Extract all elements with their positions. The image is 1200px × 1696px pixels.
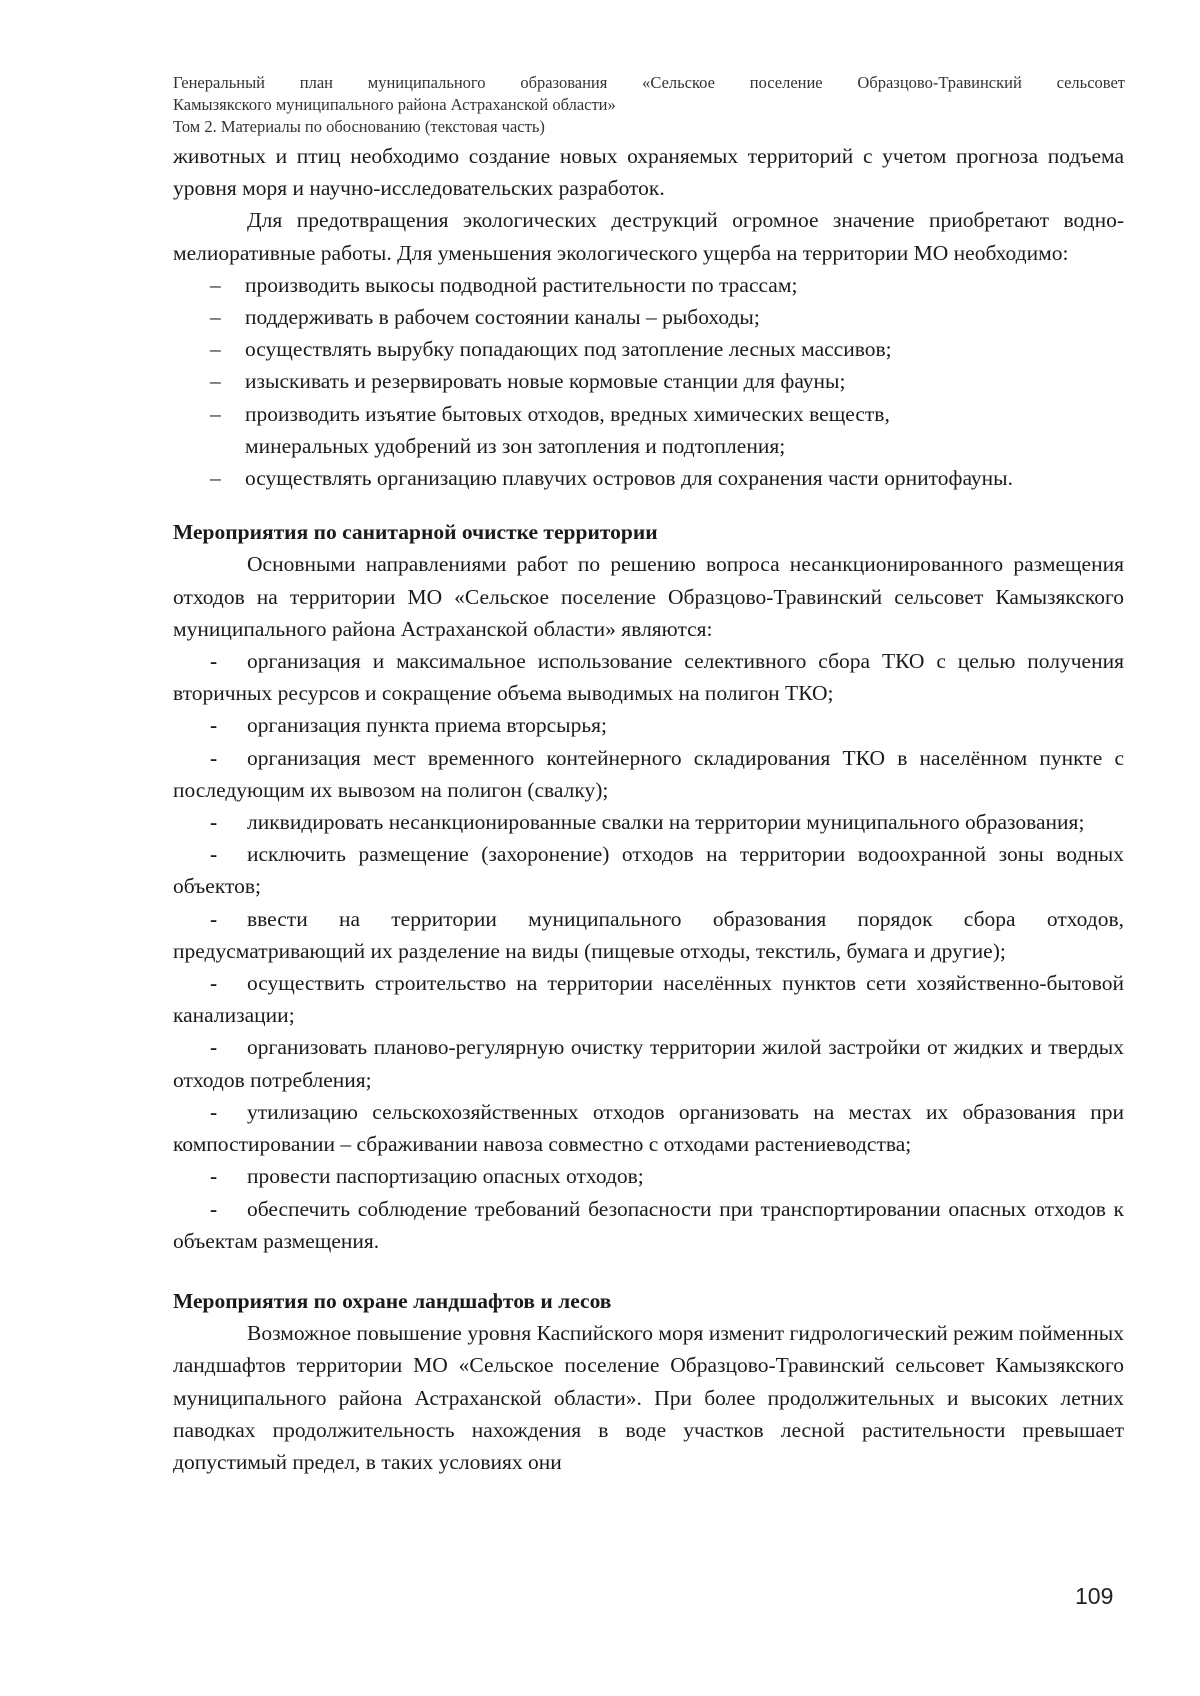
section-heading-sanitary: Мероприятия по санитарной очистке территории (173, 520, 658, 545)
intro-paragraph-2: Для предотвращения экологических деструкций огромное значение приобретают водно-мелиоративные работы. Для уменьшения экологического ущерба на территории МО необходимо: (173, 208, 1124, 265)
list-item-text: поддерживать в рабочем состоянии каналы – рыбоходы; (245, 305, 760, 330)
list-item-text: производить изъятие бытовых отходов, вредных химических веществ, минеральных удобрений из зон затопления и подтопления; (245, 401, 890, 458)
list-item-text: ликвидировать несанкционированные свалки на территории муниципального образования; (247, 810, 1085, 835)
list-dash: – (210, 272, 221, 297)
list-item-text: изыскивать и резервировать новые кормовые станции для фауны; (245, 369, 846, 394)
list-item (173, 1193, 1124, 1257)
list-item-text: утилизацию сельскохозяйственных отходов организовать на местах их образования при компостировании – сбраживании навоза совместно с отходами растениеводства; (173, 1099, 1124, 1157)
list-item-text: исключить размещение (захоронение) отходов на территории водоохранной зоны водных объектов; (173, 842, 1124, 899)
list-item-text: провести паспортизацию опасных отходов; (247, 1164, 644, 1189)
list-item (173, 333, 1124, 365)
list-item-text: ввести на территории муниципального образования порядок сбора отходов, предусматривающий их разделение на виды (пищевые отходы, текстиль, бумага и другие); (173, 906, 1124, 963)
section-spacer (173, 494, 1124, 516)
list-dash: – (210, 369, 221, 394)
list-item (173, 269, 1124, 301)
landscape-paragraph: Возможное повышение уровня Каспийского моря изменит гидрологический режим пойменных ландшафтов территории МО «Сельское поселение Образцово-Травинский сельсовет Камызякского муниципального района Астраханской области». При более продолжительных и высоких летних паводках продолжительность нахождения в воде участков лесной растительности превышает допустимый предел, в таких условиях они (173, 1321, 1124, 1474)
list-dash: - (210, 971, 218, 996)
list-dash: – (210, 337, 221, 362)
list-dash: - (210, 1196, 218, 1221)
list-item (173, 1031, 1124, 1095)
list-item-text: осуществлять вырубку попадающих под затопление лесных массивов; (245, 337, 892, 362)
list-dash: – (210, 466, 221, 491)
list-item-text: производить выкосы подводной растительности по трассам; (245, 272, 798, 297)
list-item (173, 645, 1124, 709)
list-item-text: обеспечить соблюдение требований безопасности при транспортировании опасных отходов к объектам размещения. (173, 1196, 1124, 1253)
section-heading-landscape: Мероприятия по охране ландшафтов и лесов (173, 1288, 612, 1313)
list-item (173, 365, 1124, 397)
list-item (173, 462, 1124, 494)
list-item (173, 838, 1124, 902)
sanitary-paragraph: Основными направлениями работ по решению вопроса несанкционированного размещения отходов на территории МО «Сельское поселение Образцово-Травинский сельсовет Камызякского муниципального района Астраханской области» являются: (173, 552, 1124, 641)
running-header (173, 72, 1125, 138)
list-item-text: организация мест временного контейнерного складирования ТКО в населённом пункте с последующим их вывозом на полигон (свалку); (173, 745, 1124, 802)
list-item (173, 1096, 1124, 1160)
section-spacer (173, 1257, 1124, 1285)
list-dash: - (210, 1035, 218, 1060)
list-dash: – (210, 401, 221, 426)
list-item-text: осуществлять организацию плавучих островов для сохранения части орнитофауны. (245, 466, 1014, 491)
header-line-3: Том 2. Материалы по обоснованию (текстовая часть) (173, 117, 545, 136)
list-dash: – (210, 305, 221, 330)
list-item-text: организация и максимальное использование селективного сбора ТКО с целью получения вторичных ресурсов и сокращение объема выводимых на полигон ТКО; (173, 649, 1124, 706)
header-line-1: Генеральный план муниципального образования «Сельское поселение Образцово-Травинский сельсовет (173, 73, 1125, 92)
list-item (173, 967, 1124, 1031)
list-item (173, 301, 1124, 333)
list-dash: - (210, 745, 218, 770)
list-dash: - (210, 906, 218, 931)
list-dash: - (210, 1164, 218, 1189)
list-item (173, 806, 1124, 838)
list-dash: - (210, 1099, 218, 1124)
list-dash: - (210, 842, 218, 867)
list-item-text: осуществить строительство на территории населённых пунктов сети хозяйственно-бытовой канализации; (173, 971, 1124, 1028)
page-body (173, 140, 1124, 1478)
header-line-2: Камызякского муниципального района Астраханской области» (173, 95, 616, 114)
list-item (173, 903, 1124, 967)
page-number: 109 (1075, 1583, 1114, 1609)
list-item-text: организовать планово-регулярную очистку территории жилой застройки от жидких и твердых отходов потребления; (173, 1035, 1124, 1092)
list-item (173, 742, 1124, 806)
list-item (173, 1160, 1124, 1192)
intro-paragraph-1: животных и птиц необходимо создание новых охраняемых территорий с учетом прогноза подъема уровня моря и научно-исследовательских разработок. (173, 144, 1124, 201)
sanitary-list (173, 645, 1124, 1257)
intro-list (173, 269, 1124, 494)
list-dash: - (210, 810, 218, 835)
list-item (173, 398, 1124, 462)
list-item (173, 709, 1124, 741)
list-dash: - (210, 713, 218, 738)
list-dash: - (210, 649, 218, 674)
list-item-text: организация пункта приема вторсырья; (247, 713, 607, 738)
